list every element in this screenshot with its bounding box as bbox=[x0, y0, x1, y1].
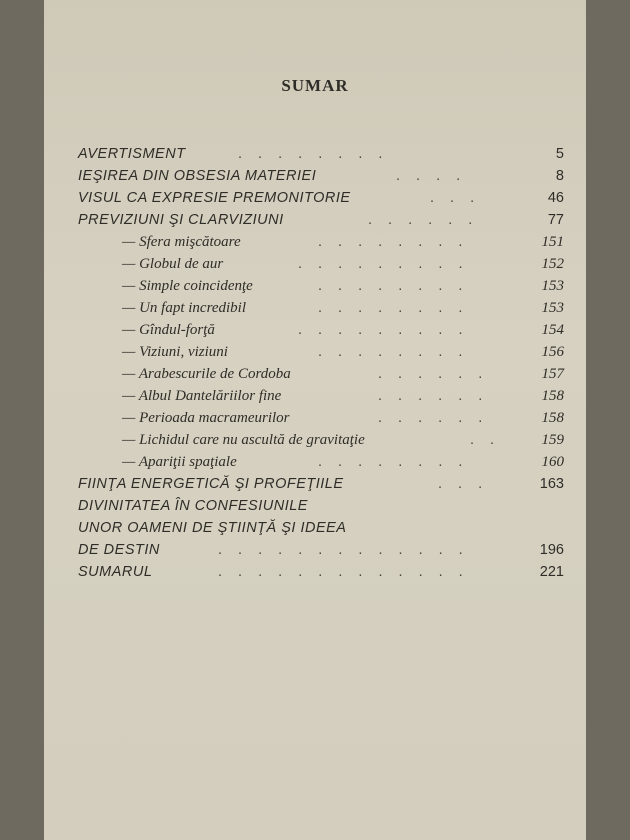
toc-entry-title: — Sfera mişcătoare bbox=[122, 234, 241, 250]
leader-dots: . . . . . . . . bbox=[318, 344, 469, 360]
page-title: SUMAR bbox=[281, 76, 349, 95]
toc-entry bbox=[78, 495, 564, 517]
book-page bbox=[44, 0, 586, 840]
toc-entry-title: PREVIZIUNI ŞI CLARVIZIUNI bbox=[78, 212, 284, 228]
toc-entry bbox=[78, 143, 564, 165]
toc-entry bbox=[78, 385, 564, 407]
leader-dots: . . bbox=[470, 432, 501, 448]
toc-entry bbox=[78, 561, 564, 583]
toc-entry-title: — Globul de aur bbox=[122, 256, 224, 272]
table-of-contents bbox=[78, 143, 564, 583]
toc-entry-title: VISUL CA EXPRESIE PREMONITORIE bbox=[78, 190, 351, 206]
toc-entry-page: 157 bbox=[541, 366, 564, 382]
leader-dots: . . . . . . bbox=[378, 388, 489, 404]
leader-dots: . . . . . . . . bbox=[318, 234, 469, 250]
leader-dots: . . . . . . . . bbox=[238, 146, 389, 162]
leader-dots: . . . . . . . . bbox=[318, 278, 469, 294]
toc-entry bbox=[78, 363, 564, 385]
toc-entry-page: 158 bbox=[541, 410, 564, 426]
toc-entry-title: — Apariţii spaţiale bbox=[122, 454, 237, 470]
toc-entry-title: — Viziuni, viziuni bbox=[122, 344, 228, 360]
toc-entry bbox=[78, 209, 564, 231]
toc-entry-page: 160 bbox=[541, 454, 564, 470]
toc-entry-title: — Lichidul care nu ascultă de gravitaţie bbox=[122, 432, 365, 448]
leader-dots: . . . . . . . . bbox=[318, 454, 469, 470]
leader-dots: . . . . . . bbox=[368, 212, 479, 228]
leader-dots: . . . . . . bbox=[378, 410, 489, 426]
toc-entry bbox=[78, 319, 564, 341]
leader-dots: . . . . . . bbox=[378, 366, 489, 382]
toc-entry-title: FIINŢA ENERGETICĂ ŞI PROFEŢIILE bbox=[78, 476, 344, 492]
toc-entry-page: 221 bbox=[539, 564, 564, 580]
toc-entry-title: AVERTISMENT bbox=[78, 146, 186, 162]
toc-entry-title: — Perioada macrameurilor bbox=[122, 410, 290, 426]
toc-entry-page: 163 bbox=[539, 476, 564, 492]
toc-entry bbox=[78, 275, 564, 297]
toc-entry-page: 153 bbox=[541, 300, 564, 316]
toc-entry bbox=[78, 231, 564, 253]
toc-entry-title: DE DESTIN bbox=[78, 542, 160, 558]
leader-dots: . . . . . . . . . bbox=[298, 322, 469, 338]
leader-dots: . . . . . . . . . . . . . bbox=[218, 564, 469, 580]
toc-entry-title: SUMARUL bbox=[78, 564, 153, 580]
leader-dots: . . . . bbox=[396, 168, 467, 184]
toc-entry-page: 159 bbox=[541, 432, 564, 448]
toc-entry-title: — Arabescurile de Cordoba bbox=[122, 366, 291, 382]
leader-dots: . . . . . . . . . . . . . bbox=[218, 542, 469, 558]
leader-dots: . . . bbox=[438, 476, 489, 492]
toc-entry-page: 5 bbox=[555, 146, 564, 162]
toc-entry-page: 151 bbox=[541, 234, 564, 250]
toc-entry-page: 196 bbox=[539, 542, 564, 558]
toc-entry-page: 153 bbox=[541, 278, 564, 294]
toc-entry bbox=[78, 429, 564, 451]
leader-dots: . . . . . . . . . bbox=[298, 256, 469, 272]
toc-entry-page: 158 bbox=[541, 388, 564, 404]
toc-entry bbox=[78, 187, 564, 209]
toc-entry-title: DIVINITATEA ÎN CONFESIUNILE bbox=[78, 498, 308, 514]
toc-entry-page: 154 bbox=[541, 322, 564, 338]
toc-entry-title: — Simple coincidenţe bbox=[122, 278, 253, 294]
toc-entry-page: 77 bbox=[547, 212, 564, 228]
toc-entry-page: 152 bbox=[541, 256, 564, 272]
toc-entry-title: — Albul Dantelăriilor fine bbox=[122, 388, 282, 404]
toc-entry-title: — Un fapt incredibil bbox=[122, 300, 247, 316]
leader-dots: . . . . . . . . bbox=[318, 300, 469, 316]
toc-entry-title: IEŞIREA DIN OBSESIA MATERIEI bbox=[78, 168, 317, 184]
toc-entry-title: UNOR OAMENI DE ŞTIINŢĂ ŞI IDEEA bbox=[78, 520, 347, 536]
toc-entry-page: 156 bbox=[541, 344, 564, 360]
toc-entry bbox=[78, 165, 564, 187]
toc-entry bbox=[78, 539, 564, 561]
toc-entry bbox=[78, 451, 564, 473]
toc-entry-page: 46 bbox=[547, 190, 564, 206]
toc-entry bbox=[78, 341, 564, 363]
toc-entry-page: 8 bbox=[555, 168, 564, 184]
toc-entry bbox=[78, 407, 564, 429]
toc-entry bbox=[78, 517, 564, 539]
toc-entry bbox=[78, 297, 564, 319]
toc-entry-title: — Gîndul-forţă bbox=[122, 322, 215, 338]
toc-entry bbox=[78, 473, 564, 495]
toc-entry bbox=[78, 253, 564, 275]
leader-dots: . . . bbox=[430, 190, 481, 206]
